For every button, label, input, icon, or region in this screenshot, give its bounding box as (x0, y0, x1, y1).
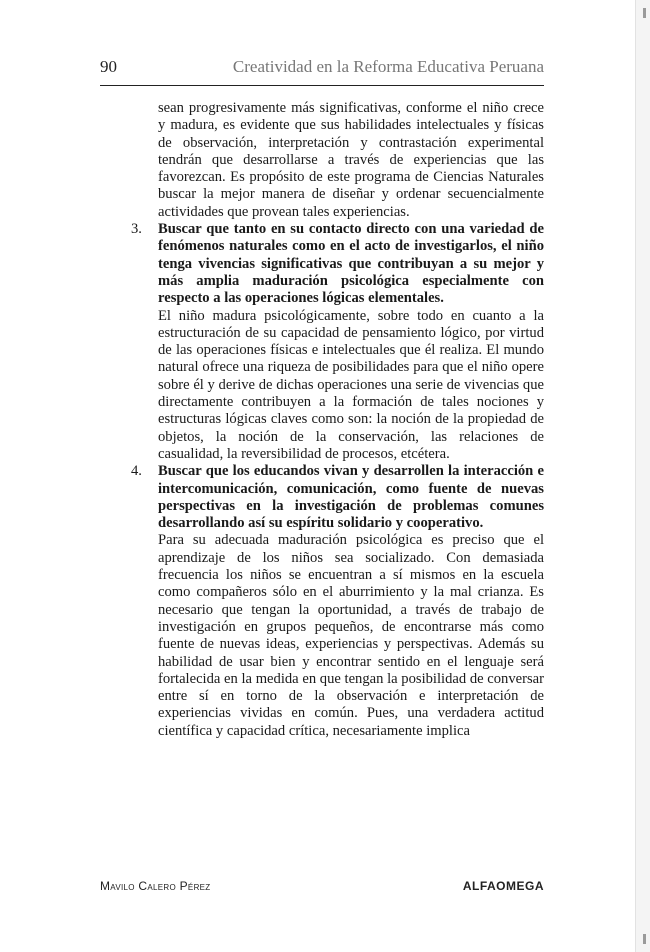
footer-author: Mavilo Calero Pérez (100, 879, 211, 893)
list-item-heading: Buscar que los educandos vivan y desarrollen la interacción e intercomunicación, comunicación, como fuente de nuevas perspectivas en la investigación de problemas comunes desarrollando así su espíritu solidario y cooperativo. (158, 463, 544, 532)
list-item-3 (131, 221, 544, 463)
footer-publisher: ALFAOMEGA (462, 879, 544, 893)
running-title: Creatividad en la Reforma Educativa Peruana (232, 57, 544, 76)
list-item-body: El niño madura psicológicamente, sobre todo en cuanto a la estructuración de su capacidad de pensamiento lógico, por virtud de las operaciones físicas e intelectuales que él realiza. El mundo natural ofrece una riqueza de posibilidades para que el niño opere sobre él y derive de dichas operaciones una serie de vivencias que directamente contribuyen a la formación de tales nociones y estructuras lógicas claves como son: la noción de la propiedad de objetos, la noción de la conservación, las relaciones de casualidad, la reversibilidad de procesos, etcétera. (158, 307, 544, 462)
page-header (100, 57, 544, 86)
page-edge-mark-bottom (643, 934, 646, 944)
list-item-heading: Buscar que tanto en su contacto directo con una variedad de fenómenos naturales como en el acto de investigarlos, el niño tenga vivencias significativas que contribuyan a su mejor y más amplia maduración psicológica especialmente con respecto a las operaciones lógicas elementales. (158, 221, 544, 307)
list-item-number: 4. (131, 463, 142, 480)
list-item-number: 3. (131, 221, 142, 238)
intro-paragraph: sean progresivamente más significativas, conforme el niño crece y madura, es evidente que sus habilidades intelectuales y físicas de observación, interpretación y contrastación experimental tendrán que desarrollarse a través de experiencias que las favorezcan. Es propósito de este programa de Ciencias Naturales buscar la mejor manera de diseñar y ordenar secuencialmente actividades que provean tales experiencias. (158, 100, 544, 220)
page-edge (635, 0, 650, 952)
list-item-body: Para su adecuada maduración psicológica es preciso que el aprendizaje de los niños sea socializado. Con demasiada frecuencia los niños se encuentran a sí mismos en la escuela como compañeros sólo en el aburrimiento y la mal crianza. Es necesario que tengan la oportunidad, a través de trabajo de investigación en grupos pequeños, de encontrarse más como fuente de nuevas ideas, experiencias y perspectivas. Además su habilidad de usar bien y encontrar sentido en el lenguaje será fortalecida en la medida en que tengan la posibilidad de conversar entre sí en torno de la observación e interpretación de experiencias vividas en común. Pues, una verdadera actitud científica y capacidad crítica, necesariamente implica (158, 532, 544, 739)
page-number: 90 (100, 57, 117, 76)
page-body (100, 100, 544, 740)
page-edge-mark-top (643, 8, 646, 18)
list-item-4 (131, 463, 544, 740)
